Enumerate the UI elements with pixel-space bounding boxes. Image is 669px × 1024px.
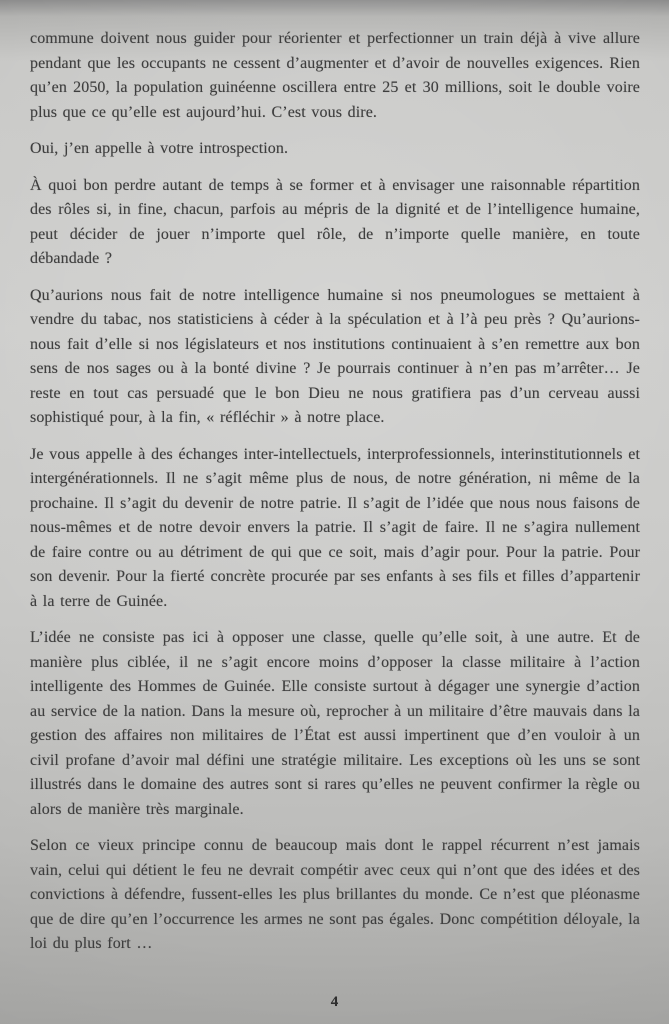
paragraph-2: Oui, j’en appelle à votre introspection.	[30, 140, 289, 157]
paragraph-3: À quoi bon perdre autant de temps à se former et à envisager une raisonnable répartition des rôles si, in fine, chacun, parfois au mépris de la dignité et de l’intelligence humaine, peut décider de jouer n’importe quel rôle, de n’importe quelle manière, en toute débandade ?	[30, 176, 640, 267]
paragraph-6: L’idée ne consiste pas ici à opposer une classe, quelle qu’elle soit, à une autre. Et de manière plus ciblée, il ne s’agit encore moins d’opposer la classe militaire à l’action intelligente des Hommes de Guinée. Elle consiste surtout à dégager une synergie d’action au service de la nation. Dans la mesure où, reprocher à un militaire d’être mauvais dans la gestion des affaires non militaires de l’État est aussi impertinent que d’en vouloir à un civil profane d’avoir mal défini une stratégie militaire. Les exceptions où les uns se sont illustrés dans le domaine des autres sont si rares qu’elles ne peuvent confirmer la règle ou alors de manière très marginale.	[30, 629, 640, 818]
text-block	[30, 27, 640, 969]
page-number: 4	[330, 994, 339, 1010]
paragraph-5: Je vous appelle à des échanges inter-intellectuels, interprofessionnels, interinstitutionnels et intergénérationnels. Il ne s’agit même plus de nous, de notre génération, ni même de la prochaine. Il s’agit du devenir de notre patrie. Il s’agit de l’idée que nous nous faisons de nous-mêmes et de notre devoir envers la patrie. Il s’agit de faire. Il ne s’agira nullement de faire contre ou au détriment de qui que ce soit, mais d’agir pour. Pour la patrie. Pour son devenir. Pour la fierté concrète procurée par ses enfants à ses fils et filles d’appartenir à la terre de Guinée.	[30, 445, 640, 610]
paragraph-7: Selon ce vieux principe connu de beaucoup mais dont le rappel récurrent n’est jamais vain, celui qui détient le feu ne devrait compétir avec ceux qui n’ont que des idées et des convictions à défendre, fussent-elles les plus brillantes du monde. Ce n’est que pléonasme que de dire qu’en l’occurrence les armes ne sont pas égales. Donc compétition déloyale, la loi du plus fort …	[30, 837, 640, 952]
paragraph-1: commune doivent nous guider pour réorienter et perfectionner un train déjà à vive allure pendant que les occupants ne cessent d’augmenter et d’avoir de nouvelles exigences. Rien qu’en 2050, la population guinéenne oscillera entre 25 et 30 millions, soit le double voire plus que ce qu’elle est aujourd’hui. C’est vous dire.	[30, 30, 640, 121]
paragraph-4: Qu’aurions nous fait de notre intelligence humaine si nos pneumologues se mettaient à vendre du tabac, nos statisticiens à céder à la spéculation et à l’à peu près ? Qu’aurions-nous fait d’elle si nos législateurs et nos institutions continuaient à s’en remettre aux bon sens de nos sages ou à la bonté divine ? Je pourrais continuer à n’en pas m’arrêter… Je reste en tout cas persuadé que le bon Dieu ne nous gratifiera pas d’un cerveau aussi sophistiqué pour, à la fin, « réfléchir » à notre place.	[30, 286, 640, 426]
